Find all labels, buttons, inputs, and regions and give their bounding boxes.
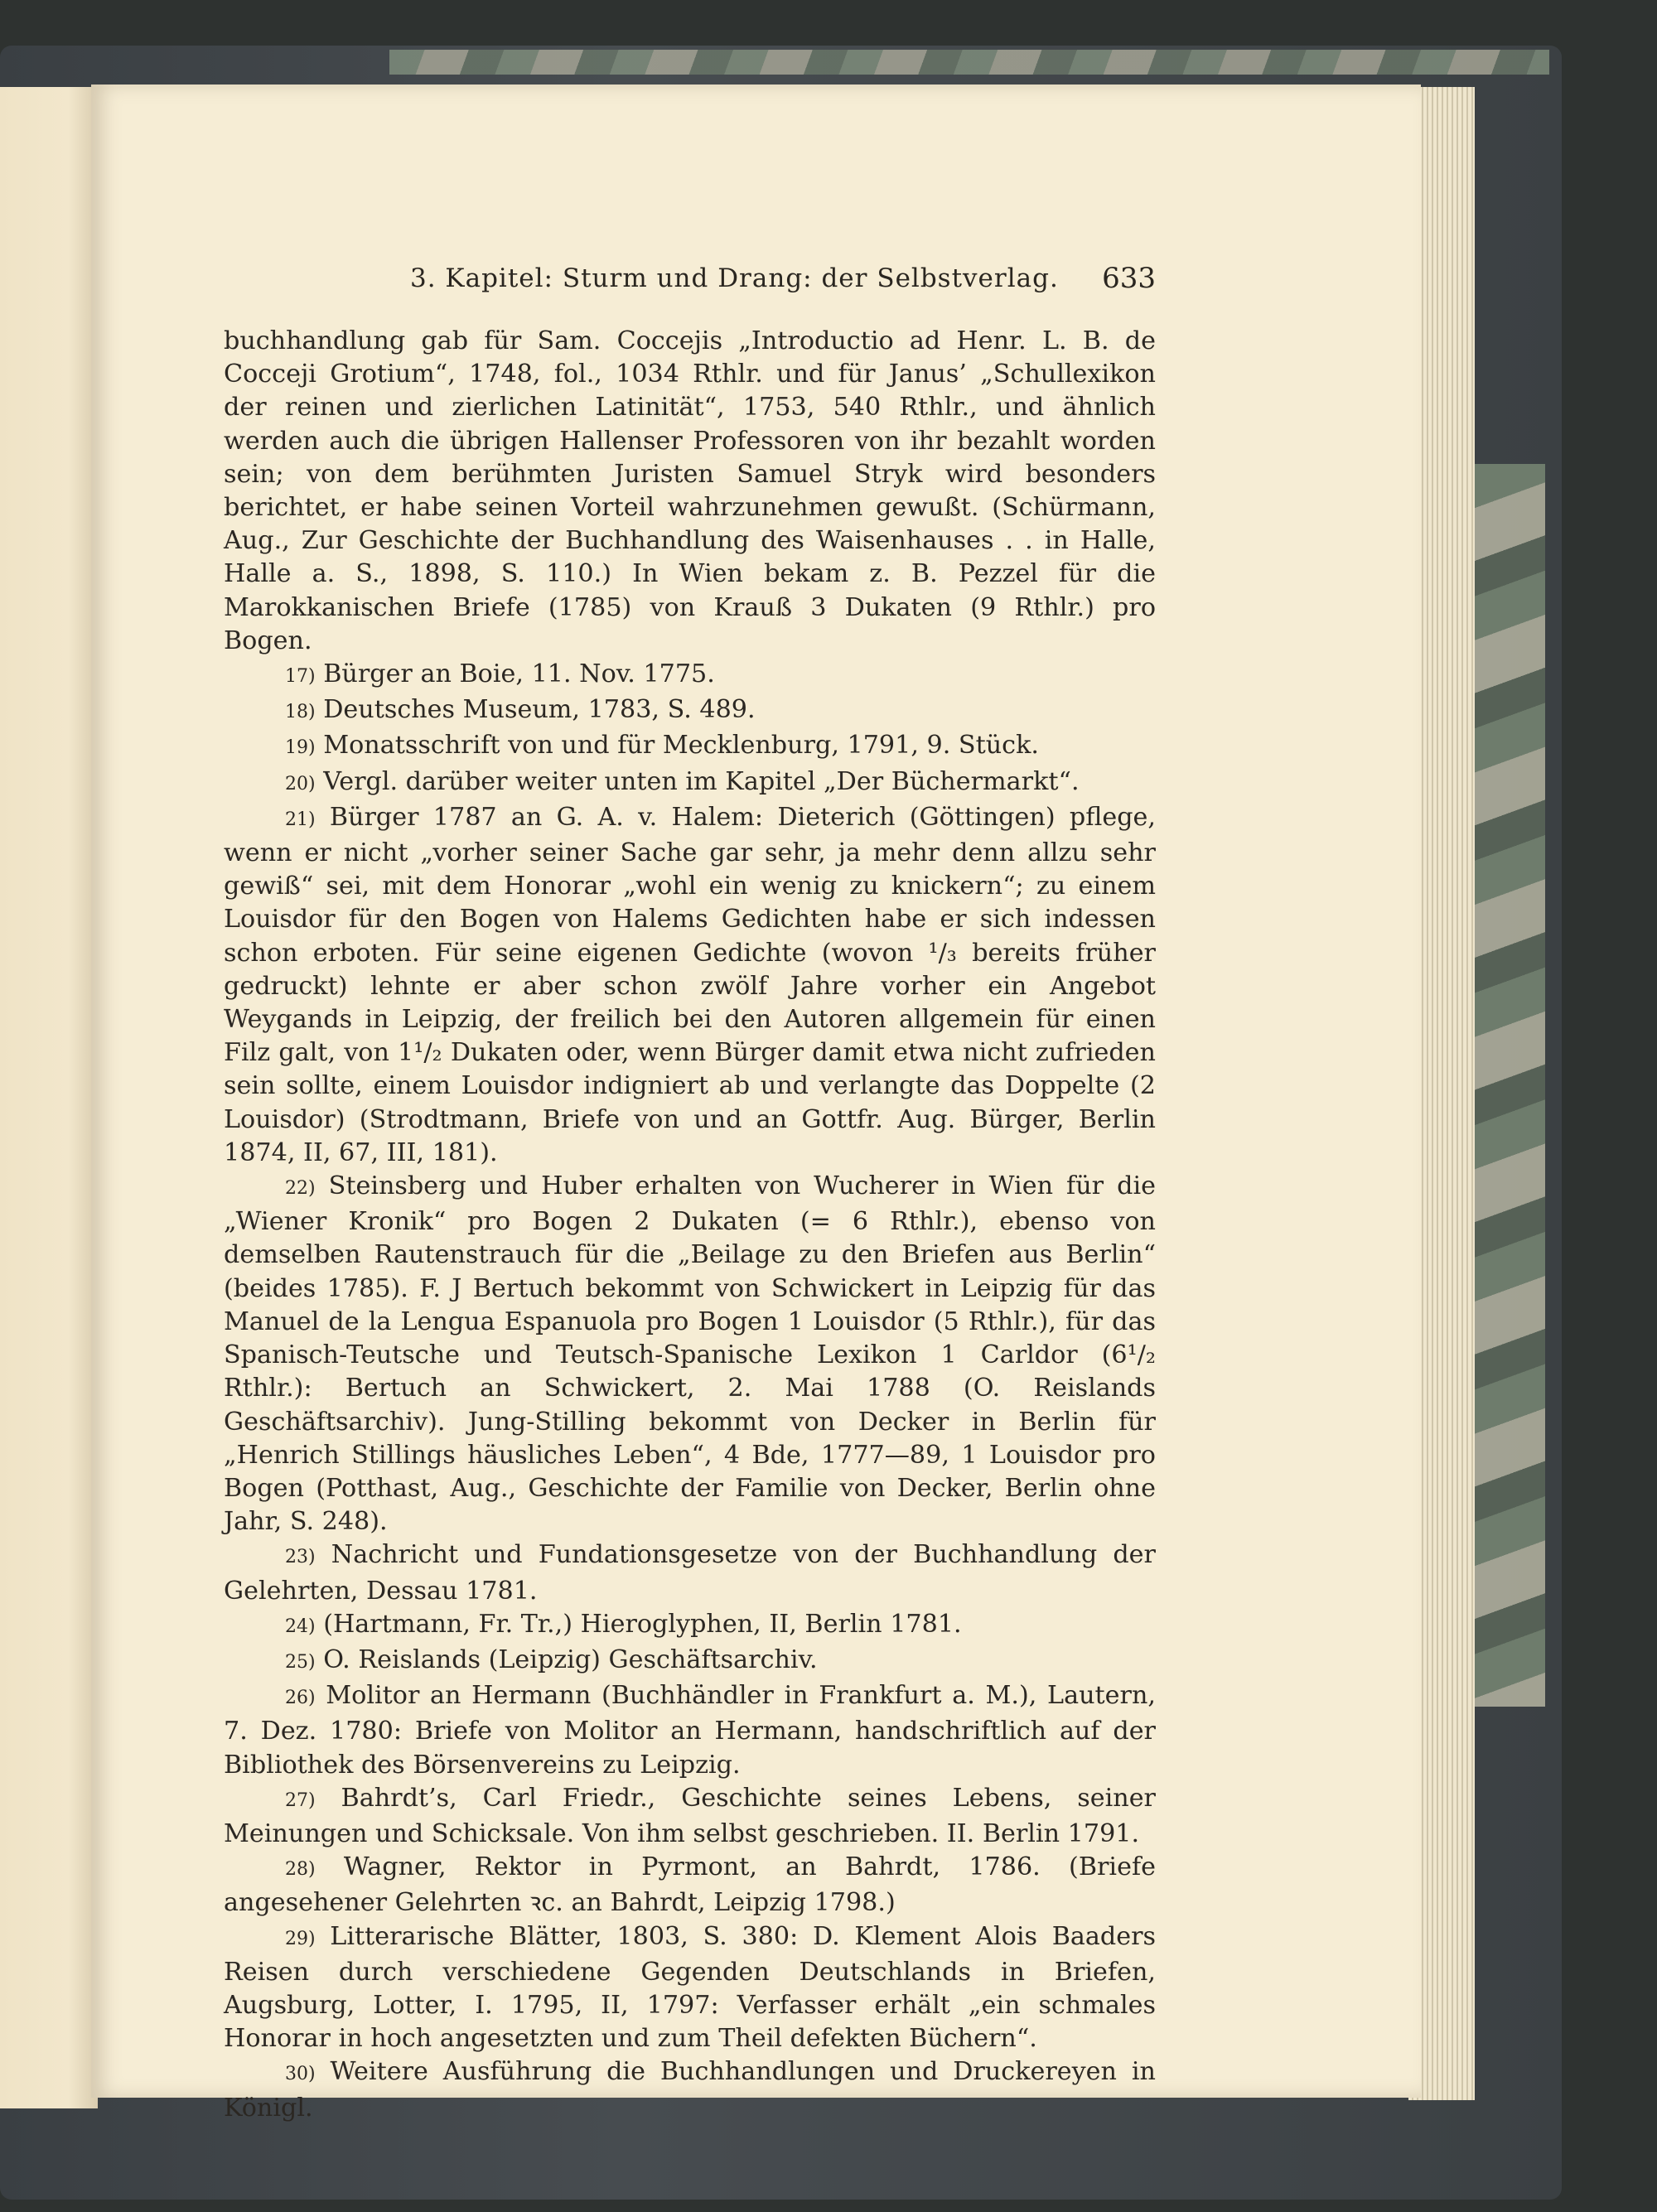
paragraph-text: Litterarische Blätter, 1803, S. 380: D. Klement Alois Baaders Reisen durch verschiedene Gegenden Deutschlands in Briefen, Augsburg, Lotter, I. 1795, II, 1797: Verfasser erhält „ein schmales Honorar in hoch angesetzten und zum Theil defekten Büchern“. [224,1921,1156,2054]
footnote [224,1170,1156,1538]
footnote-number: 25) [285,1651,316,1673]
footnote [224,658,1156,693]
footnote-number: 19) [285,737,316,759]
paragraph-text: buchhandlung gab für Sam. Coccejis „Introductio ad Henr. L. B. de Cocceji Grotium“, 1748, fol., 1034 Rthlr. und für Janus’ „Schullexikon der reinen und zierlichen Latinität“, 1753, 540 Rthlr., und ähnlich werden auch die übrigen Hallenser Professoren von ihr bezahlt worden sein; von dem berühmten Juristen Samuel Stryk wird besonders berichtet, er habe seinen Vorteil wahrzunehmen gewußt. (Schürmann, Aug., Zur Geschichte der Buchhandlung des Waisenhauses . . in Halle, Halle a. S., 1898, S. 110.) In Wien bekam z. B. Pezzel für die Marokkanischen Briefe (1785) von Krauß 3 Dukaten (9 Rthlr.) pro Bogen. [224,326,1156,655]
footnote-number: 17) [285,666,316,688]
footnote-number: 27) [285,1789,316,1811]
paragraph-text: Vergl. darüber weiter unten im Kapitel „Der Büchermarkt“. [323,766,1080,796]
footnote [224,1782,1156,1851]
page-number: 633 [1102,262,1156,295]
footnote-number: 28) [285,1859,316,1881]
paragraph-text: Steinsberg und Huber erhalten von Wucherer in Wien für die „Wiener Kronik“ pro Bogen 2 Dukaten (= 6 Rthlr.), ebenso von demselben Rautenstrauch für die „Beilage zu den Briefen aus Berlin“ (beides 1785). F. J Bertuch bekommt von Schwickert in Leipzig für das Manuel de la Lengua Espanuola pro Bogen 1 Louisdor (5 Rthlr.), für das Spanisch-Teutsche und Teutsch-Spanische Lexikon 1 Carldor (6¹/₂ Rthlr.): Bertuch an Schwickert, 2. Mai 1788 (O. Reislands Geschäftsarchiv). Jung-Stilling bekommt von Decker in Berlin für „Henrich Stillings häusliches Leben“, 4 Bde, 1777—89, 1 Louisdor pro Bogen (Potthast, Aug., Geschichte der Familie von Decker, Berlin ohne Jahr, S. 248). [224,1171,1156,1537]
paragraph-text: Bürger an Boie, 11. Nov. 1775. [323,659,715,689]
marbled-cover-edge-top [389,50,1549,75]
paragraph-text: Molitor an Hermann (Buchhändler in Frankfurt a. M.), Lautern, 7. Dez. 1780: Briefe von Molitor an Hermann, handschriftlich auf der Bibliothek des Börsenvereins zu Leipzig. [224,1681,1156,1780]
footnote [224,766,1156,801]
footnote-number: 26) [285,1688,316,1709]
footnote [224,1538,1156,1607]
paragraph-text: O. Reislands (Leipzig) Geschäftsarchiv. [323,1645,818,1674]
footnote-number: 29) [285,1928,316,1949]
paragraph-text: Monatsschrift von und für Mecklenburg, 1791, 9. Stück. [323,731,1039,761]
footnote-number: 30) [285,2064,316,2085]
footnote [224,2055,1156,2124]
footnote-number: 20) [285,773,316,794]
paragraph-text: (Hartmann, Fr. Tr.,) Hieroglyphen, II, Berlin 1781. [323,1609,962,1639]
running-header: 3. Kapitel: Sturm und Drang: der Selbstverlag. [410,263,1059,293]
footnote [224,1920,1156,2056]
footnote [224,1644,1156,1679]
paragraph-text: Bürger 1787 an G. A. v. Halem: Dieterich (Göttingen) pflege, wenn er nicht „vorher seiner Sache gar sehr, ja mehr denn allzu sehr gewiß“ sei, mit dem Honorar „wohl ein wenig zu knickern“; zu einem Louisdor für den Bogen von Halems Gedichten habe er sich indessen schon erboten. Für seine eigenen Gedichte (wovon ¹/₃ bereits früher gedruckt) lehnte er aber schon zwölf Jahre vorher ein Angebot Weygands in Leipzig, der freilich bei den Autoren allgemein für einen Filz galt, von 1¹/₂ Dukaten oder, wenn Bürger damit etwa nicht zufrieden sein sollte, einem Louisdor indigniert ab und verlangte das Doppelte (2 Louisdor) (Strodtmann, Briefe von und an Gottfr. Aug. Bürger, Berlin 1874, II, 67, III, 181). [224,802,1156,1167]
footnote-number: 22) [285,1178,316,1200]
facing-page [0,87,98,2108]
footnote-number: 23) [285,1547,316,1568]
footnote-number: 21) [285,809,316,830]
footnote-number: 18) [285,702,316,723]
footnote [224,729,1156,765]
page-text [224,325,1156,2125]
paragraph-text: Wagner, Rektor in Pyrmont, an Bahrdt, 1786. (Briefe angesehener Gelehrten ꝛc. an Bahrdt, Leipzig 1798.) [224,1852,1156,1918]
continued-paragraph [224,325,1156,658]
paragraph-text: Nachricht und Fundationsgesetze von der Buchhandlung der Gelehrten, Dessau 1781. [224,1540,1156,1606]
footnote [224,1851,1156,1920]
footnote-number: 24) [285,1616,316,1637]
marbled-cover-edge-right [1475,464,1545,1707]
footnote [224,1679,1156,1782]
paragraph-text: Deutsches Museum, 1783, S. 489. [323,695,756,725]
paragraph-text: Weitere Ausführung die Buchhandlungen und Druckereyen in Königl. [224,2057,1156,2123]
paragraph-text: Bahrdt’s, Carl Friedr., Geschichte seines Lebens, seiner Meinungen und Schicksale. Von ihm selbst geschrieben. II. Berlin 1791. [224,1783,1156,1848]
footnote [224,693,1156,729]
footnote [224,801,1156,1170]
footnote [224,1608,1156,1644]
